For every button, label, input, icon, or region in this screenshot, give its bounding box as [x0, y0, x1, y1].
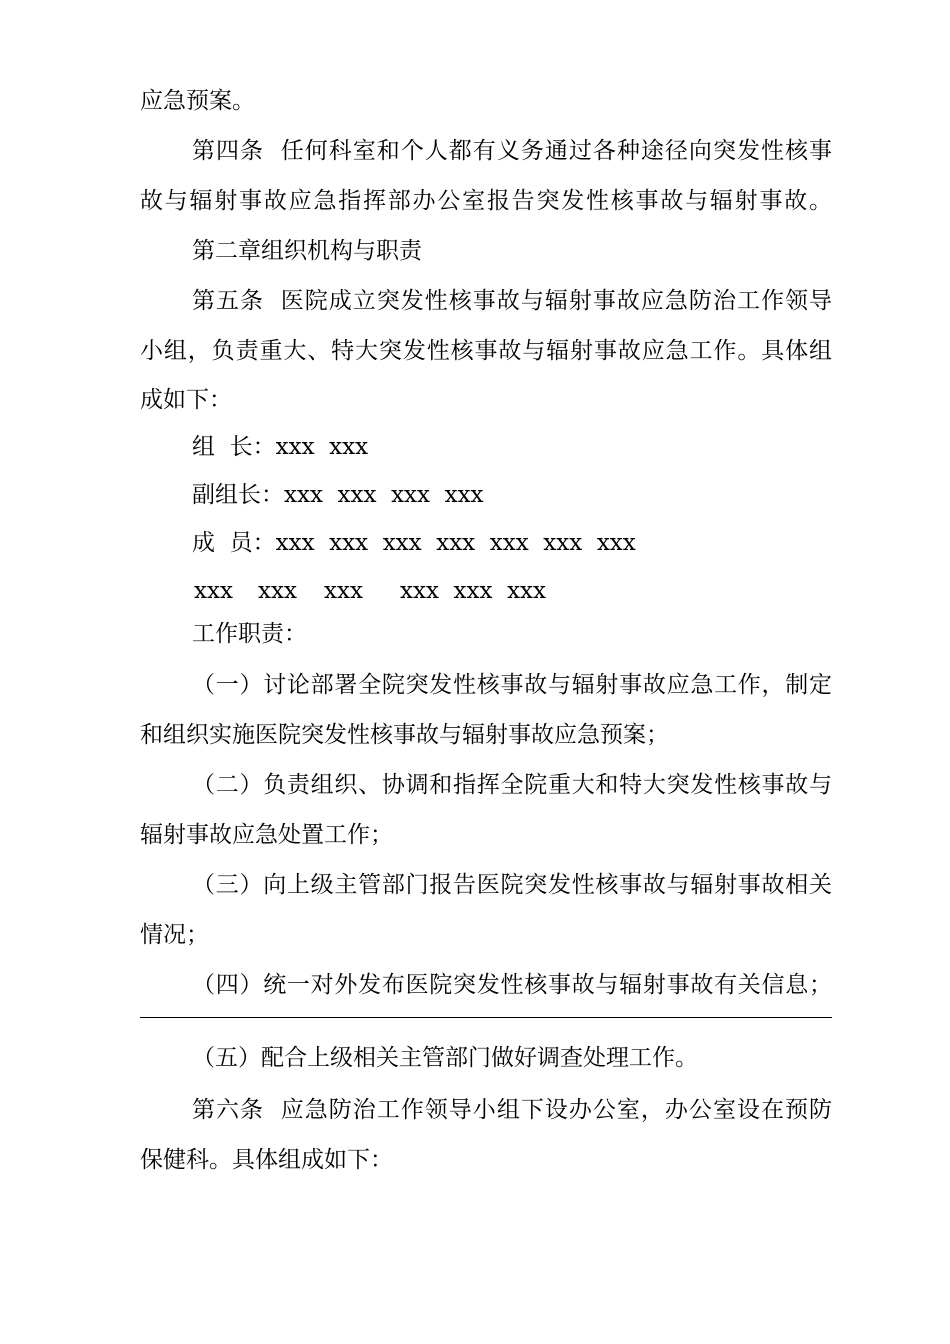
page-separator-line	[140, 1017, 832, 1018]
deputy-leader-line: 副组长：xxx xxx xxx xxx	[192, 482, 484, 508]
article-6-line-2: 保健科。具体组成如下：	[140, 1147, 393, 1173]
article-4-line-2: 故与辐射事故应急指挥部办公室报告突发性核事故与辐射事故。	[140, 188, 832, 214]
article-5-line-2: 小组，负责重大、特大突发性核事故与辐射事故应急工作。具体组	[140, 338, 832, 364]
duty-2-line-1: （二）负责组织、协调和指挥全院重大和特大突发性核事故与	[192, 772, 832, 798]
text-line: 应急预案。	[140, 88, 255, 114]
members-line: 成 员：xxx xxx xxx xxx xxx xxx xxx	[192, 530, 636, 556]
duty-3-line-2: 情况；	[140, 922, 209, 948]
members-continuation-1: xxx	[194, 578, 233, 604]
duty-5-line: （五）配合上级相关主管部门做好调查处理工作。	[192, 1045, 698, 1071]
duty-1-line-2: 和组织实施医院突发性核事故与辐射事故应急预案；	[140, 722, 669, 748]
duties-heading: 工作职责：	[192, 621, 307, 647]
members-continuation-4: xxx xxx xxx	[400, 578, 546, 604]
duty-4-line: （四）统一对外发布医院突发性核事故与辐射事故有关信息；	[192, 972, 832, 998]
article-5-line-3: 成如下：	[140, 387, 232, 413]
duty-1-line-1: （一）讨论部署全院突发性核事故与辐射事故应急工作，制定	[192, 672, 832, 698]
team-leader-line: 组 长：xxx xxx	[192, 434, 369, 460]
article-6-line-1: 第六条 应急防治工作领导小组下设办公室，办公室设在预防	[192, 1097, 832, 1123]
chapter-heading: 第二章组织机构与职责	[192, 238, 422, 264]
article-4-line-1: 第四条 任何科室和个人都有义务通过各种途径向突发性核事	[192, 138, 832, 164]
duty-3-line-1: （三）向上级主管部门报告医院突发性核事故与辐射事故相关	[192, 872, 832, 898]
members-continuation-3: xxx	[324, 578, 363, 604]
members-continuation-2: xxx	[258, 578, 297, 604]
duty-2-line-2: 辐射事故应急处置工作；	[140, 822, 393, 848]
article-5-line-1: 第五条 医院成立突发性核事故与辐射事故应急防治工作领导	[192, 288, 832, 314]
